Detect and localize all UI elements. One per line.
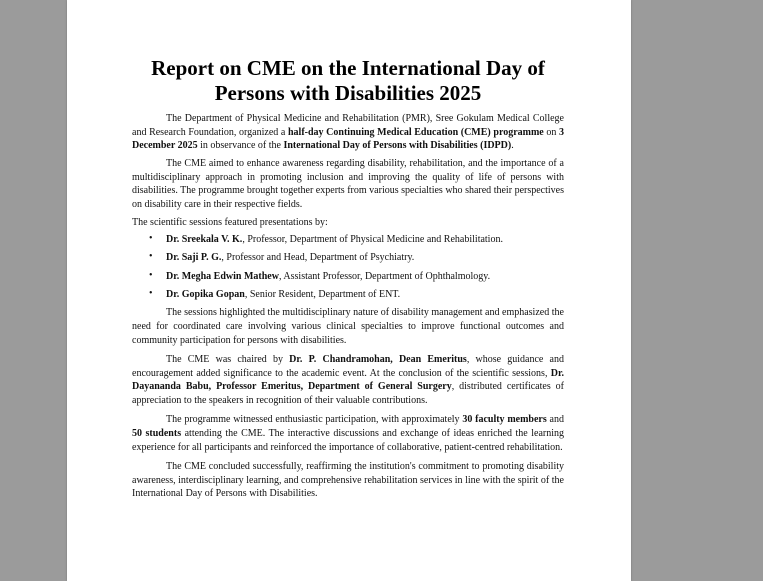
bullet-marker: • xyxy=(149,287,153,299)
participation-bold-students: 50 students xyxy=(132,428,182,440)
intro-bold-idpd: International Day of Persons with Disabilities (IDPD) xyxy=(283,140,512,152)
speaker-role: , Assistant Professor, Department of Ophthalmology. xyxy=(278,270,491,282)
speaker-role: , Professor, Department of Physical Medicine and Rehabilitation. xyxy=(242,233,503,245)
intro-text-4: . xyxy=(511,140,514,152)
intro-text-3: in observance of the xyxy=(197,140,284,152)
speaker-name: Dr. Megha Edwin Mathew xyxy=(166,270,279,282)
bullet-marker: • xyxy=(149,232,153,244)
intro-bold-programme: half-day Continuing Medical Education (CME) programme xyxy=(287,126,544,138)
intro-bold-date: 3 December 2025 xyxy=(132,126,564,152)
speaker-name: Dr. Sreekala V. K. xyxy=(166,233,243,245)
intro-text-2: on xyxy=(543,126,559,138)
report-title xyxy=(132,56,564,106)
report-title-line-2: Persons with Disabilities 2025 xyxy=(214,81,482,105)
chair-paragraph xyxy=(132,353,564,407)
speaker-item xyxy=(132,251,564,265)
participation-paragraph xyxy=(132,413,564,454)
sessions-intro: The scientific sessions featured presentations by: xyxy=(132,217,328,229)
bullet-marker: • xyxy=(149,251,153,263)
conclusion-paragraph: The CME concluded successfully, reaffirming the institution's commitment to promoting disability awareness, interdisciplinary learning, and comprehensive rehabilitation services in line with the spirit of the International Day of Persons with Disabilities. xyxy=(132,461,564,500)
speaker-item xyxy=(132,270,564,284)
speaker-item xyxy=(132,233,564,247)
bullet-marker: • xyxy=(149,269,153,281)
speaker-name: Dr. Saji P. G. xyxy=(166,252,222,264)
chair-text-1: The CME was chaired by xyxy=(166,354,290,366)
chair-text-3: , distributed certificates of appreciation to the speakers in recognition of their valuable contributions. xyxy=(132,381,564,406)
speaker-list xyxy=(132,233,564,302)
certificate-bold-name: Dr. Dayananda Babu, Professor Emeritus, Department of General Surgery xyxy=(132,367,564,393)
participation-bold-faculty: 30 faculty members xyxy=(462,414,547,426)
sessions-summary-paragraph: The sessions highlighted the multidisciplinary nature of disability management and emphasized the need for coordinated care involving various clinical specialties to improve functional outcomes and community participation for persons with disabilities. xyxy=(132,307,564,346)
speaker-role: , Senior Resident, Department of ENT. xyxy=(244,288,401,300)
report-content xyxy=(132,56,564,506)
chair-bold-name: Dr. P. Chandramohan, Dean Emeritus xyxy=(289,354,467,366)
chair-text-2: , whose guidance and encouragement added significance to the academic event. At the conclusion of the scientific sessions, xyxy=(132,354,564,379)
aim-paragraph: The CME aimed to enhance awareness regarding disability, rehabilitation, and the importance of a multidisciplinary approach in promoting inclusion and improving the quality of life of persons with disabilities. The programme brought together experts from various specialties who shared their perspectives on disability care in their respective fields. xyxy=(132,158,564,211)
intro-text-1: The Department of Physical Medicine and Rehabilitation (PMR), Sree Gokulam Medical College and Research Foundation, organized a xyxy=(132,113,564,138)
speaker-role: , Professor and Head, Department of Psychiatry. xyxy=(221,252,415,264)
intro-paragraph xyxy=(132,112,564,153)
speaker-item xyxy=(132,288,564,302)
speaker-name: Dr. Gopika Gopan xyxy=(166,288,245,300)
report-title-line-1: Report on CME on the International Day of xyxy=(151,56,545,80)
participation-text-1: The programme witnessed enthusiastic participation, with approximately xyxy=(166,414,463,426)
participation-text-2: and xyxy=(546,414,564,426)
participation-text-3: attending the CME. The interactive discussions and exchange of ideas enriched the learning experience for all participants and reinforced the importance of collaborative, patient-centred rehabilitation. xyxy=(132,428,564,453)
document-page xyxy=(67,0,631,581)
